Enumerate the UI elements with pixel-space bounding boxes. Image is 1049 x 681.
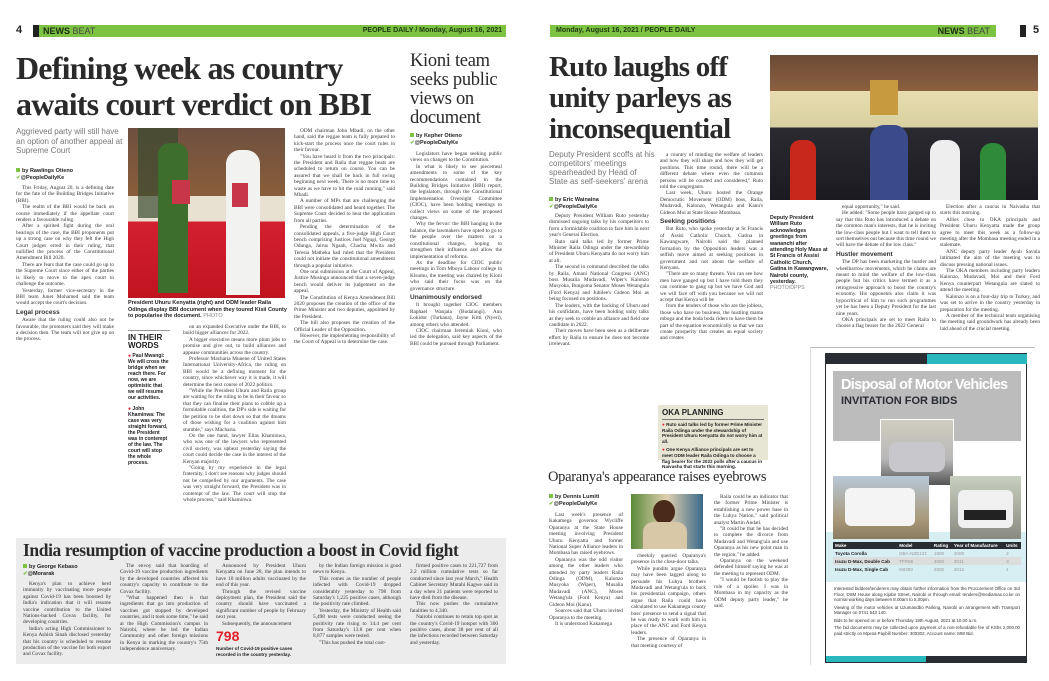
header-bar-right	[550, 25, 996, 37]
altar	[870, 80, 898, 115]
india-col-3: Announced by President Uhuru Kenyatta on June 28, the plan intends to have 10 million adults vaccinated by the end of this year. Through the revised vaccine deployment plan, the President said the country should have vaccinated a significant number of people by February next year. Subsequently, the announcement	[216, 563, 306, 627]
ruto-photo-caption: Deputy President William Ruto acknowledges greetings from wananchi after attending Holy Mass at St Francis of Assisi Catholic Church, Gatina in Kawangware, Nairobi county, yesterday. PHOTO/DPPS	[770, 215, 828, 292]
ruto-col-3: equal opportunity," he said. He added: "Some people have ganged up to say that this Ruto has introduced a debate on the common man's interests, that he is inciting the low-class people but I want to tell them to sort themselves out because this time round we will have the debate of the low class." Hustler movement The DP has been marketing the hustler and wheelbarrow movements, which he claims are meant to mind the welfare of the low-class people but his critics have termed it as a retrogressive approach to boost the country's economy. His opponents also claim it was hypocritical of him to run such programmes yet he has been a Deputy President for the last nine years. OKA principals are set to meet Raila to choose a flag bearer for the 2022 General	[836, 204, 936, 330]
quotes-title: IN THEIR WORDS	[128, 333, 163, 350]
main-subhead: Aggrieved party will still have an option of another appeal at Supreme Court	[16, 127, 123, 155]
page-number-right: 5	[1033, 24, 1040, 36]
main-col-2: on an expanded Executive under the BBI, to build bigger alliances for 2022. A bigger executive means more plum jobs to promise and give out, to build alliances and appease communities across the country. Professor Macharia Munene of United States International University-Africa, the ruling on BBI would be a defining moment for the country, since whichever way it is made, it will determine the next course of 2022 politics. "While the President Uhuru and Raila group are waiting for the ruling to be in their favour so that they can finalise their plans to cobble up a formidable coalition, the DP's side is waiting for the petition to be shot down so that the dreams of those wishing for a coalition against him stumble," says Macharia. On the one hand, lawyer Elias Khaminwa, who was one of the lawyers who represented civil society, was upbeat yesterday saying the court could decide the case in the interest of the Kenyan majority. "Going by my experience in the legal fraternity, I don't see reasons why judges should not be compelled by our arguments. The case was very straight forward, the President was in contempt of the law. The court will stop the whole process," said Khaminwa.	[183, 324, 286, 503]
bbi-photo-caption: President Uhuru Kenyatta (right) and ODM leader Raila Odinga display BBI document when they toured Kisii County to popularise the document. PHOTO	[128, 300, 287, 319]
india-col-5: firmed positive cases to 221,727 from 2.2 million cumulative tests so far conducted since last year March," Health Cabinet Secretary Mutahi Kagwe said in a day when 21 patients were reported to have died from the disease. This now pushes the cumulative fatalities to 4,340. Nairobi continues to retain top spot as the country's Covid-19 hotspot with 300 positive cases, about 38 per cent of all the infections recorded between Saturday and yesterday.	[410, 563, 498, 646]
oparanya-col-3: Raila could be an indicator that the former Prime Minister is establishing a new power base in the Luhya Nation," said political analyst Martin Andati. "It could be that he has decided to complete the divorce from Mudavadi and Wetang'ula and use Oparanya as his new point man in the region," he added. Oparanya on the weekend defended himself saying he was at the meeting to represent ODM. "I would be foolish to play the role of a spoiler. I was in Mombasa in my capacity as the ODM deputy party leader," he said.	[714, 494, 788, 609]
person-left	[158, 143, 188, 293]
single-cab-photo	[950, 476, 1021, 539]
india-col-4: by the Indian foreign mission is good news to Kenya. This comes as the number of people infected with Covid-19 dropped considerably yesterday to 798 from Saturday's 1,225 positive cases, although the positivity rate climbed. Yesterday, the Ministry of Health said 5,498 tests were conducted seeing the positivity rate rising to 14.4 per cent from Saturday's 13.8 per cent when 8,877 samples were tested. "This has pushed the total cost-	[313, 563, 401, 646]
oparanya-headline: Oparanya's appearance raises eyebrows	[548, 469, 767, 485]
person-right	[226, 150, 260, 295]
advert-title: Disposal of Motor Vehicles	[841, 377, 1008, 393]
advert-text: Interested bidders/tenderers may obtain further information from the Procurement Office on 3rd Floor, DSM House along Kijabe Street, Nairobi or through email: tenders@mediamax.co.ke on normal working days between 8.00am to 5.00pm. Viewing of the motor vehicles at Uzumandbo Parking, Nairobi on arrangement with Transport Manager on 0741 543 140. Bids to be opened on or before Thursday 19th August, 2021 at 10.00 a.m. The bid documents may be collected upon payment of a non-refundable fee of KShs 2,000.00 paid strictly on Mpesa Paybill Number: 300302, Account name: MW Bid.	[834, 586, 1020, 636]
divider	[810, 347, 1035, 348]
header-block-right	[1020, 25, 1026, 37]
quote-item: ● Paul Mwangi: We will cross the bridge when we reach there. For now, we are optimistic that we will resume our activities.	[128, 353, 169, 401]
stat-value: 798	[216, 628, 240, 644]
oparanya-byline: by Dennis Lumiti ✔@PeopleDailyKe	[549, 494, 600, 507]
masthead: PEOPLE DAILY / Monday, August 16, 2021	[362, 27, 502, 34]
motor-vehicle-advert[interactable]	[825, 353, 1027, 663]
divider	[810, 347, 811, 665]
oka-item: ● One Kenya Alliance principals are set to meet ODM leader Raila Odinga to choose a flag bearer for the 2022 polls after a caucus in Naivasha that starts this morning.	[662, 447, 763, 470]
india-col-1: Kenya's plan to achieve herd immunity by vaccinating more people against Covid-19 has been boosted by India's indication that it will resume vaccine contribution to the United Nations-backed Covax facility, for developing countries. India's acting High Commissioner to Kenya Ashish Sinah disclosed yesterday that his country is scheduled to resume production of the vaccine for both export and Covax facility.	[23, 581, 111, 658]
double-cab-photo	[833, 476, 929, 539]
ruto-byline: by Eric Wainaina ✔@PeopleDailyKe	[549, 197, 599, 210]
india-byline: by George Kebaso ✔@Morarak	[23, 564, 78, 577]
india-headline: India resumption of vaccine production a boost in Covid fight	[23, 540, 459, 560]
main-col-1: This Friday, August 20, is a defining date for the fate of the Building Bridges Initiative (BBI). The realm of the BBI would be back on course immediately if the appellate court renders a favourable ruling. After a spirited fight during the oral hearings of the case, the BBI proponents put up a strong case on why they felt the High Court judges erred in their ruling, that nullified the process of the Constitutional Amendment Bill 2020. There are fears that the case could go up to the Supreme Court since either of the parties is likely to move to the apex court to challenge the outcome. Yesterday, former vice-secretary in the BBI team Junet Mohamed said the team would accept the court's decision. Legal process Aware that the ruling could also not be favourable, the promoters said they will make a decision then. The team will not give up on the process.	[16, 185, 114, 343]
table-row: Isuzu D-Max, Single Cab KB250 2500 2012 1	[835, 566, 1009, 572]
table-row: Isuzu D-Max, Double Cab TFR86 3000 2011 3	[833, 557, 1021, 565]
side-col: Legislators have began seeking public views on changes to the Constitution. In what is likely to see piecemeal amendments to some of the key recommendations contained in the Building Bridges Initiative (BBI) report, the legislators, through the Constitutional Implementation Oversight Committee (CIOC), have been holding meetings to collect views on some of the proposed changes. Why the fervor: the BBI hanging in the balance, the lawmakers have opted to go to the people over the matters on a constitutional changes, hoping to strengthen their influence and allow the implementation of reforms. As the deadline for CIOC public meetings in Tom Mboya Labour college in Kisumu, the meeting was chaired by Kioni who said their focus was on the governance structure. Unanimously endorsed It brought together CIOC members Raphael Wanjala (Budalangi), Ann Lokidor (Turkana), Jayne Kitti (Nyeri), among others who attended. CIOC chairman Jeremiah Kioni, who led the delegation, said key aspects of the BBI could be pursued through Parliament.	[410, 151, 502, 347]
india-col-2: The envoy said that hoarding of Covid-19 vaccine production ingredients by the developed countries affected his country's capacity to contribute to the Covax facility. "What happened then is that ingredients that go into production of vaccines got stopped by developed countries, and it took some time," he said at the High Commission's campus in Nairobi, where he led the Indian Community and other foreign missions in Kenya in marking the country's 75th independence anniversary.	[120, 563, 208, 653]
side-byline: by Kepher Otieno ✔@PeopleDailyKe	[410, 133, 462, 146]
ruto-photo	[770, 55, 1038, 200]
oka-planning-box	[658, 405, 768, 470]
header-bar-left	[39, 25, 506, 37]
vehicle-table: Make Model Rating Year of Manufacture Units Toyota Corolla DBA-NZE121 1500 2005 2 Isuzu D-Max, Double Cab TFR86 3000 2011 3 Isuzu D-Max, Single Cab KB250 2500 2012 1	[833, 542, 1021, 573]
in-their-words-box	[128, 330, 170, 466]
bbi-photo	[128, 128, 285, 298]
oparanya-photo	[631, 494, 703, 549]
main-col-3: ODM chairman John Mbadi, on the other hand, said the reggae team is fully prepared to kick-start the process once the court rules in their favour. "You have heard it from the two principals: the President and Raila that reggae beats are scheduled to return on course. You can be assured that we shall be back in full swing beginning next week. There is no more time to waste as we have to hit the road running," said Mbadi. A number of MPs that are challenging the BBI were consolidated and heard together. The Supreme Court decided to hear the application from all parties. Pending the determination of the consolidated appeals, a five-judge High Court bench comprising Justices Joel Ngugi, George Odunga, Jairus Ngaah, Chacha Mwita and Teresia Matheka had ruled that the President could not initiate the constitutional amendment through a popular initiative. One oral submission at the Court of Appeal, Justice Musinga announced that a seven-judge bench would deliver its judgement on the appeal. The Constitution of Kenya Amendment Bill 2020 proposes the creation of the office of the Prime Minister and two deputies, appointed by the President. The bill also proposes the creation of the Official Leader of the Opposition. However, the implementing responsibility of the Court of Appeal is to determine the case.	[294, 128, 395, 346]
table-row: Toyota Corolla DBA-NZE121 1500 2005 2	[835, 550, 1009, 556]
section-label-right: NEWS BEAT	[937, 26, 990, 36]
ruto-subhead: Deputy President scoffs at his competitors' meetings spearheaded by Head of State as self-seekers' arena	[549, 150, 655, 186]
stat-label: Number of Covid-19 positive cases recorded in the country yesterday.	[216, 646, 293, 657]
oka-title: OKA PLANNING	[662, 408, 764, 420]
ruto-figure	[870, 125, 908, 200]
advert-subtitle: INVITATION FOR BIDS	[841, 395, 958, 407]
ruto-col-4: Election after a caucus in Naivasha that starts this morning. Allies close to OKA principals and President Uhuru Kenyatta made the group agree to meet this week as a follow-up meeting after the Mombasa meeting ended in a stalemate. ANC deputy party leader Ayub Savula intimated the aim of the meeting was to discuss pressing national issues. The OKA members including party leaders Kalonzo, Mudavadi, Moi and their Ford Kenya counterpart Wetangula are slated to attend the meeting. Kalonzo is on a four-day trip to Turkey, and was set to arrive in the country yesterday in preparation for the meeting. A member of the technical team organising the meeting said groundwork has already been laid ahead of the crucial meeting.	[940, 204, 1040, 332]
oka-item: ● Ruto said talks led by former Prime Minister Raila Odinga under the stewardship of President Uhuru Kenyatta do not worry him at all.	[662, 422, 763, 444]
side-headline: Kioni team seeks public views on document	[410, 51, 498, 128]
main-headline: Defining week as country awaits court verdict on BBI	[16, 50, 372, 122]
quote-item: ● John Khaminwa: The case was very straight forward, the President was in contempt of the law. The court will stop the whole process.	[128, 406, 168, 466]
byline: by Rawlings Otieno ✔@PeopleDailyKe	[16, 168, 74, 181]
ruto-col-1: Deputy President William Ruto yesterday dismissed ongoing talks by his competitors to form a formidable coalition to face him in next year's General Election. Ruto said talks led by former Prime Minister Raila Odinga under the stewardship of President Uhuru Kenyatta do not worry him at all. The second in command described the talks by Raila, Amani National Congress (ANC) boss Musalia Mudavadi, Wiper's Kalonzo Musyoka, Bungoma Senator Moses Wetangula (Ford Kenya) and Jubilee's Gideon Moi as being focused on positions. The leaders, with the backing of Uhuru and his confidants, have been holding unity talks as they seek to cobble an alliance and field one candidate in 2022. Their moves have been seen as a deliberate effort by Raila to ensure he does not become irrelevant.	[549, 213, 649, 348]
section-label: NEWS BEAT	[43, 26, 96, 36]
page-number-left: 4	[16, 24, 23, 36]
masthead-right: Monday, August 16, 2021 / PEOPLE DAILY	[556, 27, 696, 34]
oparanya-col-1: Last week's presence of Kakamega governor Wycliffe Oparanya at the State House meeting involving President Uhuru Kenyatta and former National Super Alliance leaders in Mombasa has raised eyebrows. Oparanya was the odd visitor among the other leaders who attended by party leaders Raila Odinga (ODM), Kalonzo Musyoka (Wiper), Musalia Mudavadi (ANC), Moses Wetang'ula (Ford Kenya) and Gideon Moi (Kanu). Sources said that Uhuru invited Oparanya to the meeting. It is understood Kakamega	[549, 512, 623, 627]
ruto-col-2: a country of minding the welfare of leaders and how they will share and how they will get positions. This time round, there will be a different debate where even the common persons will be courted and considered," Ruto told the congregants. Last week, Uhuru hosted the Orange Democratic Movement (ODM) boss, Raila, Mudavadi, Kalonzo, Wetangula and Kanu's Gideon Moi at State House Mombasa. Seeking positions But Ruto, who spoke yesterday at St Francis of Assisi Catholic Church, Gatina in Kawangware, Nairobi said the planned formation by the Opposition leaders was a selfish move aimed at seeking positions in government and not about the welfare of Kenyans. "There are so many threats. You can see how men have ganged up but I have told them they can continue to gang up but we have God and we will face off with you because we will not accept that Kenya will be from the tenders of those who are the jobless, those who have no business, the hustling mama mboga and the boda boda riders to have them be part of the equation economically so that we can create prosperity that creates an equal society and creates	[660, 152, 763, 342]
oparanya-col-2: cheekily queried Oparanya's presence in the close-door talks. While pundits argue Oparanya may have been tagged along to persuade his Luhya brothers Mudavadi and Wetang'ula to back his presidential campaign, others argue that Raila could have calculated to use Kakamega county boss' presence to send a signal that he was ready to work with him in place of the ANC and Ford Kenya leaders. The presence of Oparanya in that meeting courtesy of	[631, 553, 706, 649]
ruto-headline: Ruto laughs off unity parleys as inconsequential	[549, 51, 732, 145]
